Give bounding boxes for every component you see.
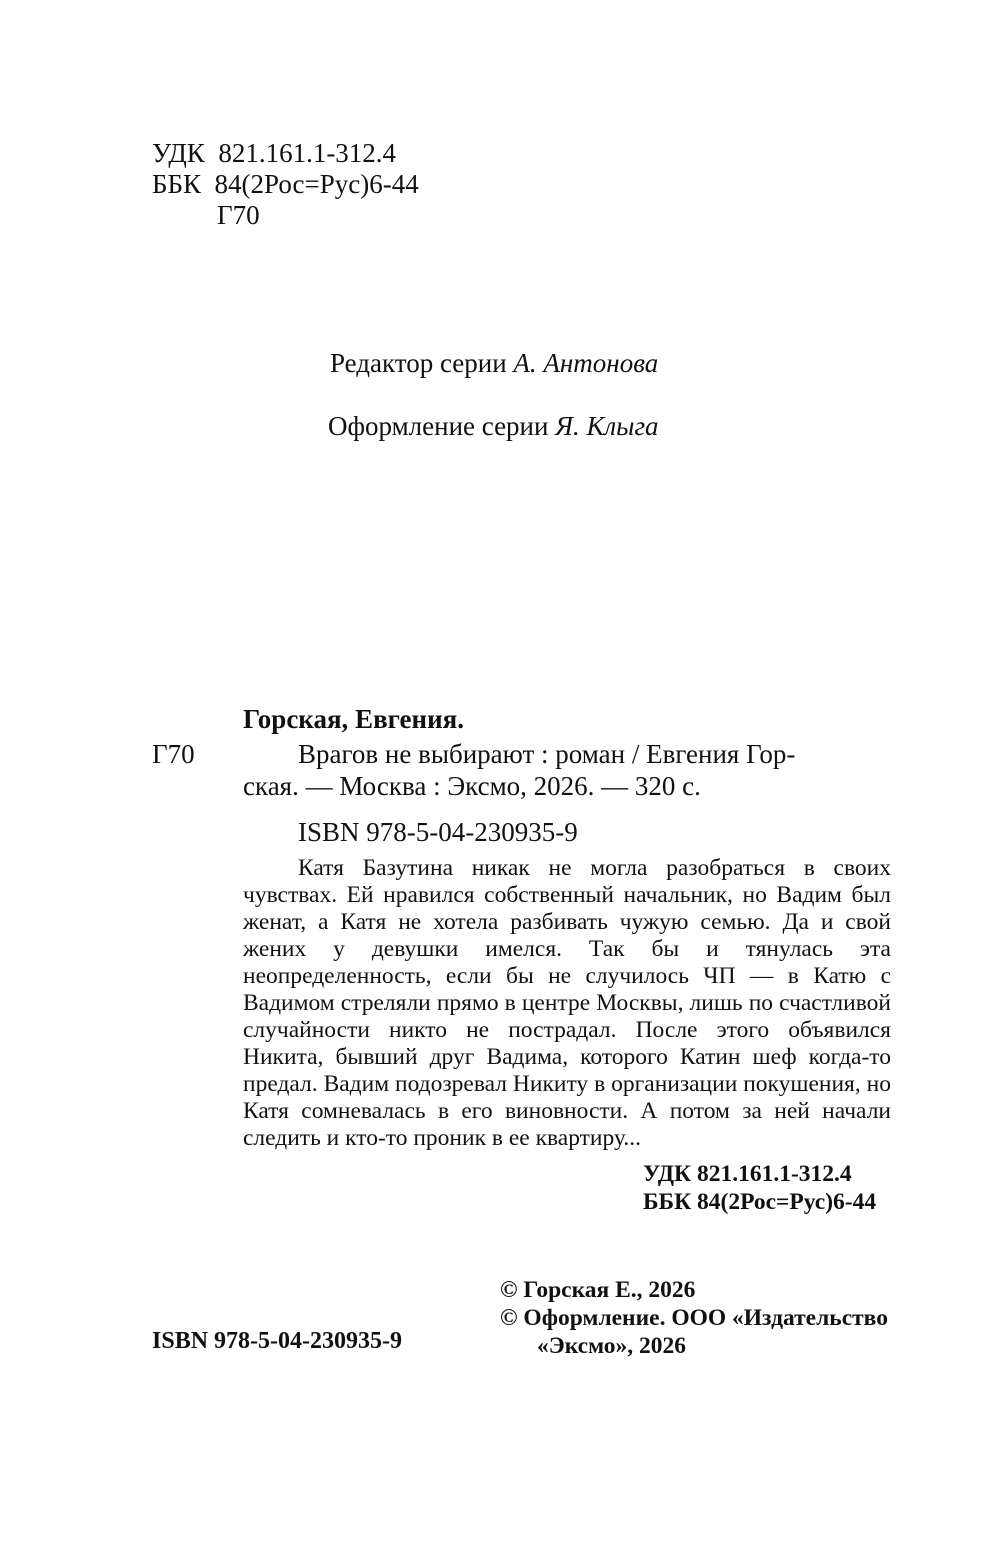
description-line-1: Врагов не выбирают : роман / Евгения Гор-	[298, 739, 796, 769]
copyright-author: © Горская Е., 2026	[500, 1277, 696, 1303]
bibliographic-description	[243, 738, 891, 802]
description-line-2: ская. — Москва : Эксмо, 2026. — 320 с.	[243, 771, 701, 801]
catalog-indexes	[643, 1160, 876, 1216]
series-editor-name: А. Антонова	[513, 348, 659, 378]
catalog-bbk: ББК 84(2Рос=Рус)6-44	[643, 1189, 877, 1215]
catalog-author-mark: Г70	[152, 739, 195, 769]
annotation: Катя Базутина никак не могла разобраться в своих чувствах. Ей нравился собственный начальник, но Вадим был женат, а Катя не хотела разбивать чужую семью. Да и свой жених у девушки имелся. Так бы и тянулась эта неопределенность, если бы не случилось ЧП — в Катю с Вадимом стреляли прямо в центре Москвы, лишь по счастливой случайности никто не пострадал. После этого объявился Никита, бывший друг Вадима, которого Катин шеф когда-то предал. Вадим подозревал Никиту в организации покушения, но Катя сомневалась в его виновности. А потом за ней начали следить и кто-то проник в ее квартиру...	[243, 855, 891, 1151]
catalog-udk: УДК 821.161.1-312.4	[643, 1161, 852, 1187]
series-design-name: Я. Клыга	[555, 411, 659, 441]
classification-block	[152, 138, 419, 231]
bbk-code: ББК 84(2Рос=Рус)6-44	[152, 169, 419, 199]
series-editor	[330, 348, 658, 379]
author-heading: Горская, Евгения.	[243, 704, 465, 734]
udk-code: УДК 821.161.1-312.4	[152, 138, 397, 168]
author-mark: Г70	[217, 200, 260, 230]
copyright-design-1: © Оформление. ООО «Издательство	[500, 1305, 888, 1331]
series-design-label: Оформление серии	[328, 411, 549, 441]
catalog-isbn: ISBN 978-5-04-230935-9	[298, 817, 578, 847]
series-editor-label: Редактор серии	[330, 348, 507, 378]
copyright-design-2: «Эксмо», 2026	[537, 1333, 687, 1359]
isbn-bottom: ISBN 978-5-04-230935-9	[152, 1328, 402, 1354]
series-design	[328, 411, 659, 442]
copyright-block	[500, 1276, 888, 1360]
